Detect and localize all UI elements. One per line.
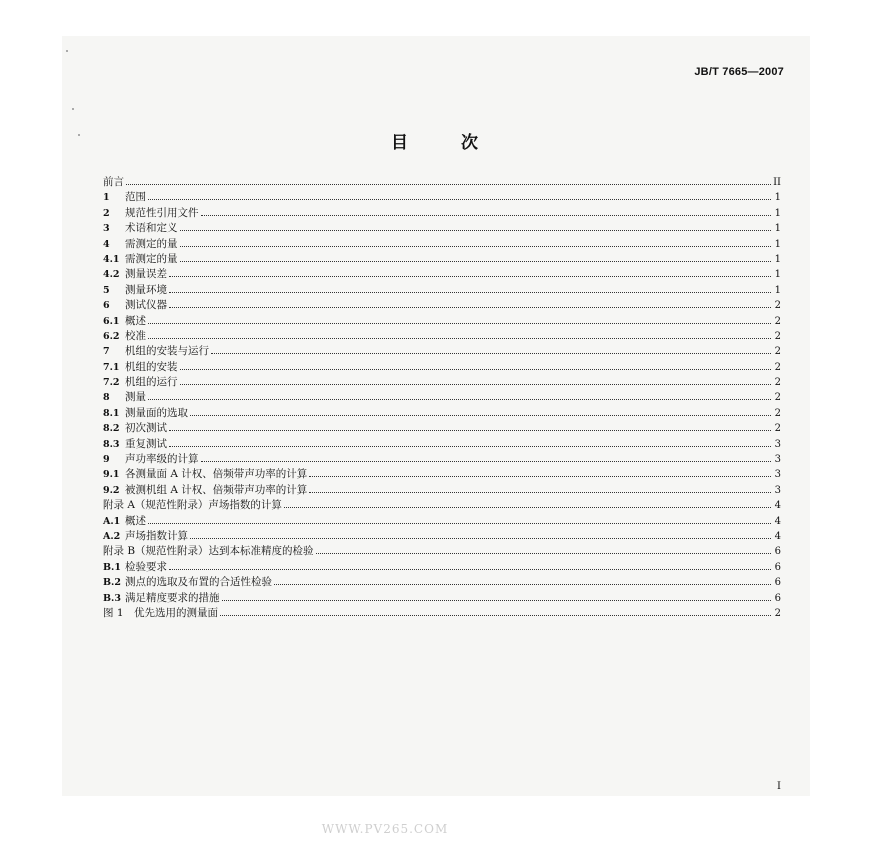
toc-entry-title: 概述 <box>125 314 146 327</box>
toc-leader-dots <box>169 430 771 431</box>
toc-entry-page: 6 <box>774 577 781 589</box>
toc-entry-page: 6 <box>774 592 781 604</box>
toc-leader-dots <box>201 215 772 216</box>
toc-leader-dots <box>148 323 771 324</box>
toc-leader-dots <box>316 553 771 554</box>
toc-entry-number: 9.1 <box>103 469 120 481</box>
toc-entry-number: 6.2 <box>103 330 120 342</box>
toc-entry[interactable] <box>103 421 781 436</box>
toc-entry[interactable] <box>103 452 781 467</box>
toc-entry-page: 3 <box>774 484 781 496</box>
toc-leader-dots <box>220 615 771 616</box>
toc-entry-number: A.2 <box>103 530 121 542</box>
toc-entry[interactable] <box>103 283 781 298</box>
toc-leader-dots <box>180 369 772 370</box>
toc-entry-title: 重复测试 <box>125 437 167 450</box>
toc-leader-dots <box>180 261 772 262</box>
toc-entry-number: B.2 <box>103 577 121 589</box>
toc-entry[interactable] <box>103 575 781 590</box>
toc-entry-page: 2 <box>774 300 781 312</box>
toc-entry-number: 6 <box>103 300 110 312</box>
toc-entry-page: 2 <box>774 315 781 327</box>
toc-entry-page: 1 <box>774 269 781 281</box>
toc-entry-page: 2 <box>774 607 781 619</box>
toc-entry-title: 声场指数计算 <box>125 529 188 542</box>
toc-entry-number: 1 <box>103 192 110 204</box>
toc-entry[interactable] <box>103 206 781 221</box>
toc-entry-title: 各测量面 A 计权、倍频带声功率的计算 <box>125 468 308 481</box>
toc-entry-number: 8.2 <box>103 423 120 435</box>
toc-entry[interactable] <box>103 267 781 282</box>
toc-entry-page: 2 <box>774 377 781 389</box>
toc-entry-page: 1 <box>774 238 781 250</box>
toc-title <box>0 128 870 153</box>
toc-leader-dots <box>148 523 771 524</box>
toc-entry-title: 术语和定义 <box>125 222 178 235</box>
toc-leader-dots <box>201 461 772 462</box>
scan-speck <box>66 50 68 52</box>
toc-entry-title: 初次测试 <box>125 422 167 435</box>
toc-entry-title: 声功率级的计算 <box>125 453 199 466</box>
standard-code: JB/T 7665—2007 <box>694 66 784 78</box>
toc-entry-number: 7.1 <box>103 361 120 373</box>
toc-entry-number: 8.3 <box>103 438 120 450</box>
toc-leader-dots <box>169 292 771 293</box>
toc-leader-dots <box>190 415 771 416</box>
toc-entry-title: 机组的安装 <box>125 360 178 373</box>
toc-entry-number: 5 <box>103 284 110 296</box>
toc-entry-title: 检验要求 <box>125 560 167 573</box>
toc-entry-title: 测试仪器 <box>125 299 167 312</box>
toc-entry[interactable] <box>103 437 781 452</box>
toc-entry-page: 3 <box>774 454 781 466</box>
toc-entry-number: 6.1 <box>103 315 120 327</box>
toc-title-char: 次 <box>461 133 479 153</box>
toc-leader-dots <box>211 353 771 354</box>
toc-leader-dots <box>284 507 771 508</box>
toc-entry[interactable] <box>103 406 781 421</box>
toc-entry-page: 4 <box>774 530 781 542</box>
toc-entry-page: 3 <box>774 438 781 450</box>
toc-entry-title: 附录 A（规范性附录）声场指数的计算 <box>103 499 282 512</box>
toc-entry[interactable] <box>103 390 781 405</box>
toc-entry-page: 2 <box>774 346 781 358</box>
toc-title-char: 目 <box>391 133 409 153</box>
toc-leader-dots <box>169 276 771 277</box>
toc-entry-title: 校准 <box>125 329 146 342</box>
toc-entry[interactable] <box>103 237 781 252</box>
toc-entry-page: 4 <box>774 500 781 512</box>
toc-entry[interactable] <box>103 360 781 375</box>
toc-entry-number: B.1 <box>103 561 121 573</box>
toc-leader-dots <box>148 338 771 339</box>
toc-entry-title: 测量 <box>125 391 146 404</box>
toc-entry[interactable] <box>103 375 781 390</box>
toc-leader-dots <box>180 246 772 247</box>
toc-entry-title: 被测机组 A 计权、倍频带声功率的计算 <box>125 483 308 496</box>
toc-entry-page: 2 <box>774 330 781 342</box>
toc-entry-number: 4.2 <box>103 269 120 281</box>
toc-entry-number: 8 <box>103 392 110 404</box>
page-number: I <box>777 781 781 792</box>
toc-entry-number: 2 <box>103 207 110 219</box>
toc-entry[interactable] <box>103 314 781 329</box>
toc-leader-dots <box>180 384 772 385</box>
toc-entry[interactable] <box>103 560 781 575</box>
toc-entry[interactable] <box>103 329 781 344</box>
toc-entry-title: 满足精度要求的措施 <box>125 591 220 604</box>
toc-leader-dots <box>190 538 771 539</box>
toc-entry-number: 4.1 <box>103 253 120 265</box>
toc-entry-title: 图 1 优先选用的测量面 <box>103 606 219 619</box>
toc-entry-number: 3 <box>103 223 110 235</box>
table-of-contents <box>103 175 781 621</box>
toc-leader-dots <box>126 184 771 185</box>
toc-entry-page: II <box>773 177 781 188</box>
toc-entry[interactable] <box>103 591 781 606</box>
toc-leader-dots <box>148 199 771 200</box>
toc-entry-page: 2 <box>774 423 781 435</box>
toc-entry-title: 需测定的量 <box>125 237 178 250</box>
toc-entry[interactable] <box>103 606 781 621</box>
toc-leader-dots <box>148 399 771 400</box>
toc-leader-dots <box>169 446 771 447</box>
toc-entry-title: 机组的安装与运行 <box>125 345 209 358</box>
toc-entry-title: 测量面的选取 <box>125 406 188 419</box>
toc-entry-page: 3 <box>774 469 781 481</box>
toc-leader-dots <box>180 230 772 231</box>
toc-entry-page: 2 <box>774 392 781 404</box>
toc-entry-page: 1 <box>774 253 781 265</box>
toc-entry-title: 附录 B（规范性附录）达到本标准精度的检验 <box>103 545 314 558</box>
toc-entry[interactable] <box>103 467 781 482</box>
toc-entry-title: 测量误差 <box>125 268 167 281</box>
toc-entry[interactable] <box>103 344 781 359</box>
toc-entry-page: 1 <box>774 284 781 296</box>
toc-entry-number: 7 <box>103 346 110 358</box>
toc-entry-title: 范围 <box>125 191 146 204</box>
toc-entry-number: 9.2 <box>103 484 120 496</box>
toc-entry[interactable] <box>103 498 781 513</box>
toc-entry[interactable] <box>103 529 781 544</box>
toc-entry[interactable] <box>103 252 781 267</box>
toc-leader-dots <box>169 307 771 308</box>
toc-entry-page: 4 <box>774 515 781 527</box>
toc-leader-dots <box>274 584 771 585</box>
toc-entry-page: 1 <box>774 207 781 219</box>
toc-entry-title: 测量环境 <box>125 283 167 296</box>
toc-entry-page: 6 <box>774 546 781 558</box>
toc-entry-number: 8.1 <box>103 407 120 419</box>
toc-entry-number: A.1 <box>103 515 121 527</box>
toc-entry-page: 2 <box>774 407 781 419</box>
toc-entry-page: 6 <box>774 561 781 573</box>
toc-entry-page: 1 <box>774 192 781 204</box>
toc-entry[interactable] <box>103 190 781 205</box>
toc-leader-dots <box>222 600 772 601</box>
toc-entry[interactable] <box>103 221 781 236</box>
toc-entry-title: 概述 <box>125 514 146 527</box>
toc-entry-title: 测点的选取及布置的合适性检验 <box>125 576 272 589</box>
toc-leader-dots <box>309 492 771 493</box>
toc-entry[interactable] <box>103 175 781 190</box>
scan-speck <box>72 108 74 110</box>
toc-entry-title: 需测定的量 <box>125 252 178 265</box>
toc-entry-number: 7.2 <box>103 377 120 389</box>
toc-entry[interactable] <box>103 544 781 559</box>
toc-entry[interactable] <box>103 298 781 313</box>
toc-entry-title: 规范性引用文件 <box>125 206 199 219</box>
toc-entry[interactable] <box>103 514 781 529</box>
toc-leader-dots <box>169 569 771 570</box>
watermark: WWW.PV265.COM <box>321 822 449 836</box>
toc-entry-page: 1 <box>774 223 781 235</box>
toc-entry-number: B.3 <box>103 592 121 604</box>
toc-entry-number: 4 <box>103 238 110 250</box>
toc-entry[interactable] <box>103 483 781 498</box>
toc-entry-number: 9 <box>103 454 110 466</box>
toc-leader-dots <box>309 476 771 477</box>
toc-entry-title: 机组的运行 <box>125 376 178 389</box>
toc-entry-page: 2 <box>774 361 781 373</box>
toc-entry-title: 前言 <box>103 176 124 188</box>
